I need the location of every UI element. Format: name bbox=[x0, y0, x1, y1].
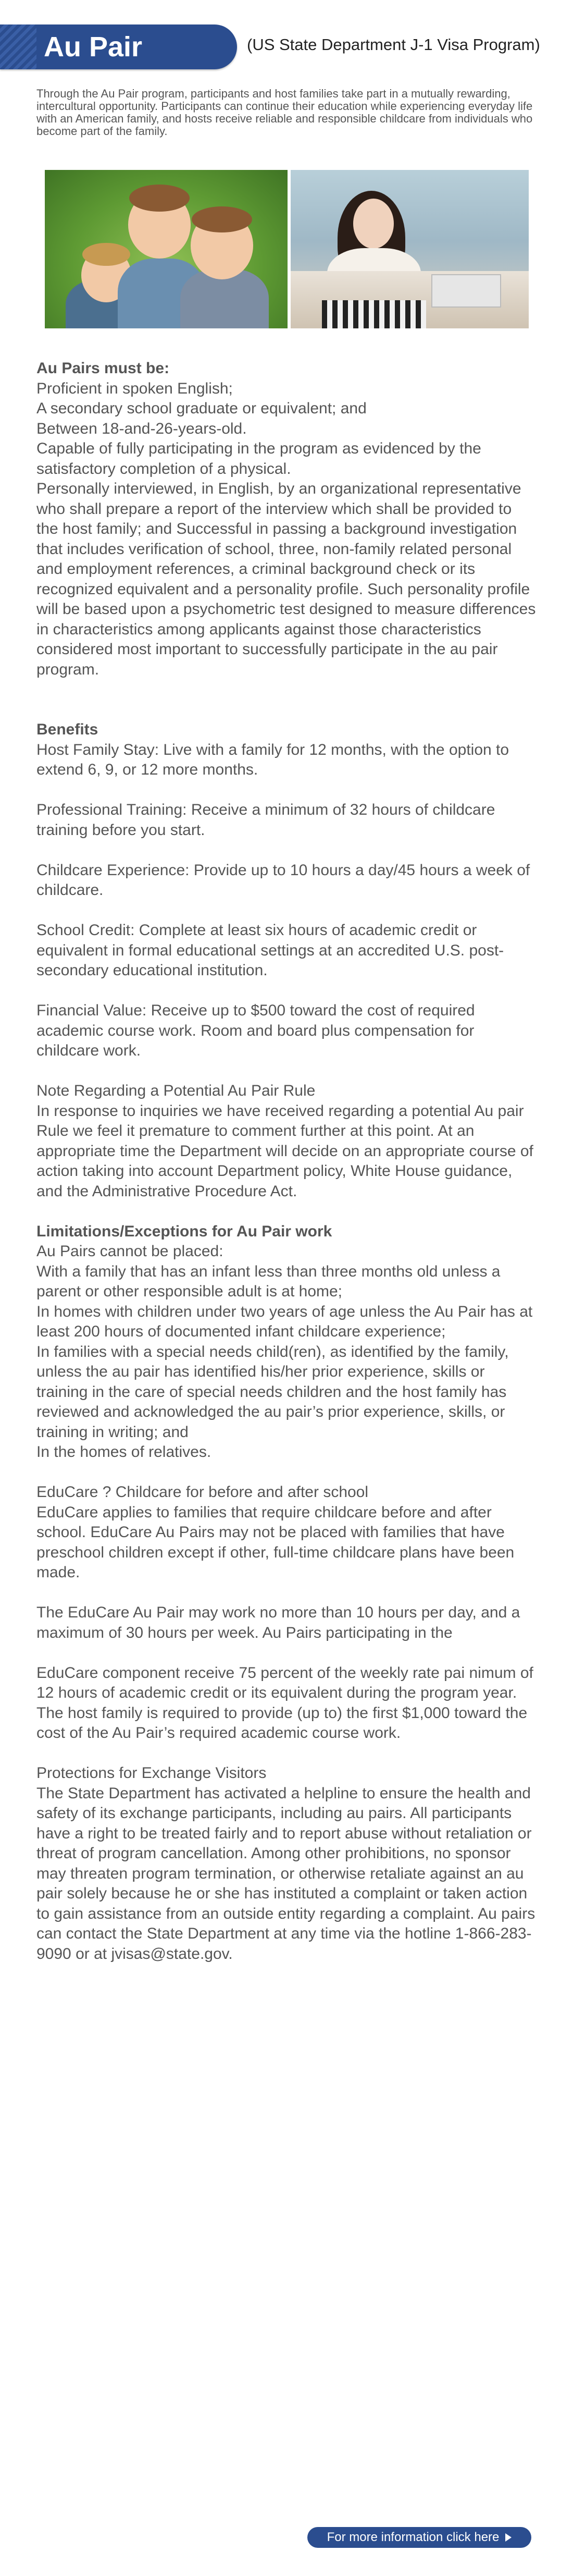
note-text: In response to inquiries we have received regarding a potential Au pair Rule we feel it premature to comment further at this point. At an appropriate time the Department will decide on an appropriate course of action taking into account Department policy, White House guidance, and the Administrative Procedure Act. bbox=[36, 1102, 533, 1200]
requirement-item: Between 18-and-26-years-old. bbox=[36, 420, 247, 437]
benefit-item: School Credit: Complete at least six hours of academic credit or equivalent in formal educational settings at an accredited U.S. post-secondary educational institution. bbox=[36, 922, 504, 979]
more-info-button[interactable] bbox=[307, 2527, 531, 2548]
requirements-heading: Au Pairs must be: bbox=[36, 360, 170, 377]
play-icon bbox=[505, 2533, 512, 2542]
educare-text: EduCare applies to families that require childcare before and after school. EduCare Au Pairs may not be placed with families that have preschool children except if other, full-time childcare plans have been made. bbox=[36, 1503, 515, 1581]
requirement-item: A secondary school graduate or equivalent; and bbox=[36, 400, 367, 417]
photo-three-boys bbox=[45, 170, 288, 328]
requirement-item: Capable of fully participating in the program as evidenced by the satisfactory completion of a physical. bbox=[36, 440, 481, 477]
main-content bbox=[36, 359, 537, 1964]
limitations-intro: Au Pairs cannot be placed: bbox=[36, 1243, 223, 1260]
photo-woman-with-laptop bbox=[291, 170, 529, 328]
benefits-heading: Benefits bbox=[36, 721, 98, 738]
protections-text: The State Department has activated a helpline to ensure the health and safety of its exchange participants, including au pairs. All participants have a right to be treated fairly and to report abuse without retaliation or threat of program cancellation. Among other prohibitions, no sponsor may threaten program termination, or otherwise retaliate against an au pair solely because he or she has instituted a complaint or taken action to gain assistance from an outside entity regarding a complaint. Au pairs can contact the State Department at any time via the hotline 1-866-283-9090 or at jvisas@state.gov. bbox=[36, 1784, 535, 1962]
note-heading: Note Regarding a Potential Au Pair Rule bbox=[36, 1082, 316, 1099]
educare-text-2: The EduCare Au Pair may work no more than 10 hours per day, and a maximum of 30 hours per week. Au Pairs participating in the bbox=[36, 1604, 520, 1641]
benefit-item: Professional Training: Receive a minimum of 32 hours of childcare training before you start. bbox=[36, 801, 495, 839]
limitation-item: In the homes of relatives. bbox=[36, 1443, 211, 1461]
limitations-heading: Limitations/Exceptions for Au Pair work bbox=[36, 1222, 332, 1240]
requirement-item: Proficient in spoken English; bbox=[36, 379, 233, 397]
benefit-item: Financial Value: Receive up to $500 toward the cost of required academic course work. Room and board plus compensation for childcare work. bbox=[36, 1002, 475, 1059]
benefit-item: Childcare Experience: Provide up to 10 hours a day/45 hours a week of childcare. bbox=[36, 861, 530, 899]
more-info-label: For more information click here bbox=[327, 2530, 500, 2544]
requirement-item: Personally interviewed, in English, by an organizational representative who shall prepare a report of the interview which shall be provided to the host family; and Successful in passing a background investigation that includes verification of school, three, non-family related personal and employment references, a criminal background check or its recognized equivalent and a personality profile. Such personality profile will be based upon a psychometric test designed to measure differences in characteristics among applicants against those characteristics considered most important to successfully participate in the au pair program. bbox=[36, 480, 536, 678]
protections-heading: Protections for Exchange Visitors bbox=[36, 1764, 267, 1782]
limitation-item: With a family that has an infant less than three months old unless a parent or other responsible adult is at home; bbox=[36, 1262, 501, 1300]
limitation-item: In families with a special needs child(ren), as identified by the family, unless the au pair has identified his/her prior experience, skills or training in the care of special needs children and the host family has reviewed and acknowledged the au pair’s prior experience, skills, or training in writing; and bbox=[36, 1343, 509, 1441]
limitation-item: In homes with children under two years of age unless the Au Pair has at least 200 hours of documented infant childcare experience; bbox=[36, 1303, 533, 1340]
intro-text: Through the Au Pair program, participants and host families take part in a mutually rewarding, intercultural opportunity. Participants can continue their education while experiencing everyday life with an American family, and hosts receive reliable and responsible childcare from individuals who become part of the family. bbox=[36, 87, 533, 138]
educare-heading: EduCare ? Childcare for before and after school bbox=[36, 1483, 369, 1501]
page-title: Au Pair bbox=[44, 31, 143, 63]
benefit-item: Host Family Stay: Live with a family for 12 months, with the option to extend 6, 9, or 12 more months. bbox=[36, 741, 509, 778]
page-subtitle: (US State Department J-1 Visa Program) bbox=[247, 35, 540, 54]
educare-text-3: EduCare component receive 75 percent of the weekly rate pai nimum of 12 hours of academic credit or its equivalent during the program year. The host family is required to provide (up to) the first $1,000 toward the cost of the Au Pair’s required academic course work. bbox=[36, 1664, 533, 1741]
